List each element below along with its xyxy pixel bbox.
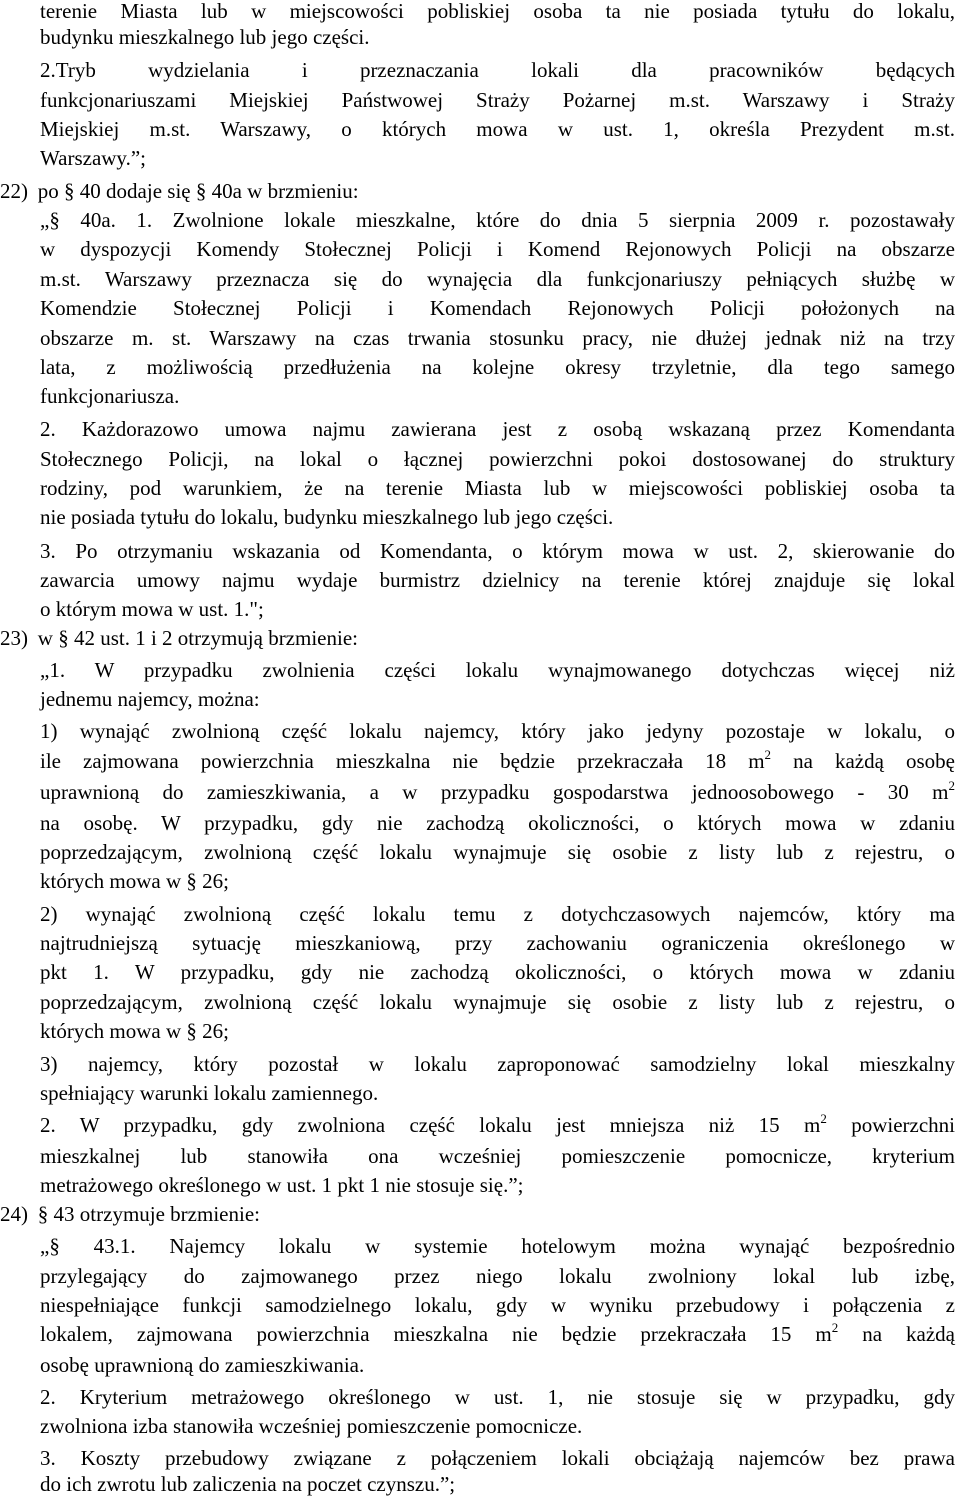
text-line: funkcjonariusza. xyxy=(40,384,180,408)
text-line: w dyspozycji Komendy Stołecznej Policji i Komend Rejonowych Policji na obszarze xyxy=(40,237,955,261)
text-line: ile zajmowana powierzchnia mieszkalna nie będzie przekraczała 18 $m^2$ na każdą osobę xyxy=(40,747,955,773)
text-line: o którym mowa w ust. 1."; xyxy=(40,597,264,621)
text-line: 2. W przypadku, gdy zwolniona część lokalu jest mniejsza niż 15 $m^2$ powierzchni xyxy=(40,1111,955,1137)
text-line: Komendzie Stołecznej Policji i Komendach Rejonowych Policji położonych na xyxy=(40,296,955,320)
text-line: do ich zwrotu lub zaliczenia na poczet czynszu.”; xyxy=(40,1472,456,1496)
text-line: 2) wynająć zwolnioną część lokalu temu z dotychczasowych najemców, który ma xyxy=(40,902,955,926)
list-number: 23) xyxy=(0,626,28,650)
text-line: osobę uprawnioną do zamieszkiwania. xyxy=(40,1353,365,1377)
text-line: 1) wynająć zwolnioną część lokalu najemcy, który jako jedyny pozostaje w lokalu, o xyxy=(40,719,955,743)
text-line: budynku mieszkalnego lub jego części. xyxy=(40,25,370,49)
list-item-23: 23) w § 42 ust. 1 i 2 otrzymują brzmienie: xyxy=(0,624,955,653)
text-line: lata, z możliwością przedłużenia na kolejne okresy trzyletnie, dla tego samego xyxy=(40,355,955,379)
superscript: 2 xyxy=(831,1320,839,1335)
text-line: poprzedzającym, zwolnioną część lokalu wynajmuje się osobie z listy lub z rejestru, o xyxy=(40,990,955,1014)
list-number: 24) xyxy=(0,1202,28,1226)
text-line: 3. Po otrzymaniu wskazania od Komendanta, o którym mowa w ust. 2, skierowanie do xyxy=(40,539,955,563)
text-line: których mowa w § 26; xyxy=(40,869,229,893)
text-line: „§ 40a. 1. Zwolnione lokale mieszkalne, które do dnia 5 sierpnia 2009 r. pozostawały xyxy=(40,208,955,232)
superscript: 2 xyxy=(764,747,772,762)
text-line: niespełniające funkcji samodzielnego lokalu, gdy w wyniku przebudowy i połączenia z xyxy=(40,1293,955,1317)
text-line: zawarcia umowy najmu wydaje burmistrz dzielnicy na terenie której znajduje się lokal xyxy=(40,568,955,592)
text-line: funkcjonariuszami Miejskiej Państwowej Straży Pożarnej m.st. Warszawy i Straży xyxy=(40,88,955,112)
text-line: 2.Tryb wydzielania i przeznaczania lokali dla pracowników będących xyxy=(40,58,955,82)
text-line: 2. Każdorazowo umowa najmu zawierana jest z osobą wskazaną przez Komendanta xyxy=(40,417,955,441)
text-line: jednemu najemcy, można: xyxy=(40,687,260,711)
text-line: 3) najemcy, który pozostał w lokalu zaproponować samodzielny lokal mieszkalny xyxy=(40,1052,955,1076)
text-line: uprawnioną do zamieszkiwania, a w przypadku gospodarstwa jednoosobowego - 30 $m^2$ xyxy=(40,778,955,804)
text-line: pkt 1. W przypadku, gdy nie zachodzą okoliczności, o których mowa w zdaniu xyxy=(40,960,955,984)
list-number: 22) xyxy=(0,179,28,203)
text-line: „1. W przypadku zwolnienia części lokalu wynajmowanego dotychczas więcej niż xyxy=(40,658,955,682)
list-item-24: 24) § 43 otrzymuje brzmienie: xyxy=(0,1200,955,1229)
text-line: których mowa w § 26; xyxy=(40,1019,229,1043)
text-line: lokalem, zajmowana powierzchnia mieszkalna nie będzie przekraczała 15 $m^2$ na każdą xyxy=(40,1320,955,1346)
text-line: 3. Koszty przebudowy związane z połączeniem lokali obciążają najemców bez prawa xyxy=(40,1446,955,1470)
text-line: najtrudniejszą sytuację mieszkaniową, przy zachowaniu ograniczenia określonego w xyxy=(40,931,955,955)
text-line: rodziny, pod warunkiem, że na terenie Miasta lub w miejscowości pobliskiej osoba ta xyxy=(40,476,955,500)
text-line: „§ 43.1. Najemcy lokalu w systemie hotelowym można wynająć bezpośrednio xyxy=(40,1234,955,1258)
text-line: terenie Miasta lub w miejscowości pobliskiej osoba ta nie posiada tytułu do lokalu, xyxy=(40,0,955,23)
text-line: przylegający do zajmowanego przez niego lokalu zwolniony lokal lub izbę, xyxy=(40,1264,955,1288)
superscript: 2 xyxy=(948,778,955,793)
text-line: 2. Kryterium metrażowego określonego w ust. 1, nie stosuje się w przypadku, gdy xyxy=(40,1385,955,1409)
text-line: Miejskiej m.st. Warszawy, o których mowa w ust. 1, określa Prezydent m.st. xyxy=(40,117,955,141)
text-line: na osobę. W przypadku, gdy nie zachodzą okoliczności, o których mowa w zdaniu xyxy=(40,811,955,835)
text-line: Stołecznego Policji, na lokal o łącznej powierzchni pokoi dostosowanej do struktury xyxy=(40,447,955,471)
text-line: Warszawy.”; xyxy=(40,146,146,170)
text-line: zwolniona izba stanowiła wcześniej pomieszczenie pomocnicze. xyxy=(40,1414,583,1438)
text-line: spełniający warunki lokalu zamiennego. xyxy=(40,1081,379,1105)
list-item-22: 22) po § 40 dodaje się § 40a w brzmieniu: xyxy=(0,177,955,206)
text-line: m.st. Warszawy przeznacza się do wynajęcia dla funkcjonariuszy pełniących służbę w xyxy=(40,267,955,291)
superscript: 2 xyxy=(820,1111,827,1126)
text-line: metrażowego określonego w ust. 1 pkt 1 nie stosuje się.”; xyxy=(40,1173,524,1197)
text-line: nie posiada tytułu do lokalu, budynku mieszkalnego lub jego części. xyxy=(40,505,614,529)
text-line: poprzedzającym, zwolnioną część lokalu wynajmuje się osobie z listy lub z rejestru, o xyxy=(40,840,955,864)
text-line: mieszkalnej lub stanowiła ona wcześniej pomieszczenie pomocnicze, kryterium xyxy=(40,1144,955,1168)
text-line: obszarze m. st. Warszawy na czas trwania stosunku pracy, nie dłużej jednak niż na trzy xyxy=(40,326,955,350)
